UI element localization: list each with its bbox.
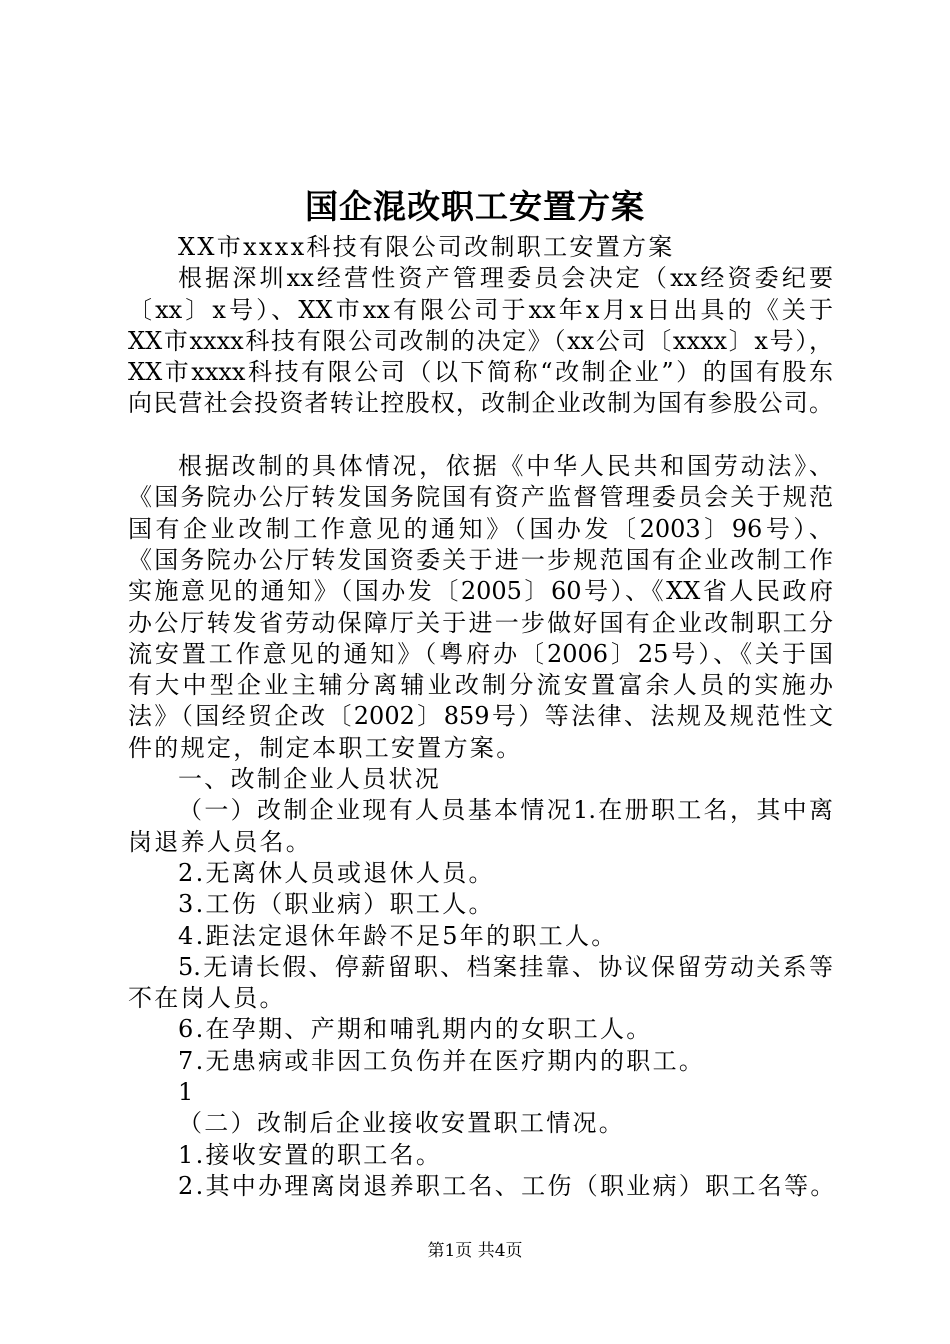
subsection-heading: （二）改制后企业接收安置职工情况。 <box>178 1109 626 1138</box>
body-line: 法》（国经贸企改〔2002〕859号）等法律、法规及规范性文 <box>128 702 833 731</box>
list-item: 6.在孕期、产期和哺乳期内的女职工人。 <box>178 1015 653 1044</box>
paragraph-gap <box>128 420 833 451</box>
body-line: 根据改制的具体情况，依据《中华人民共和国劳动法》、 <box>178 452 833 481</box>
body-line: 根据深圳xx经营性资产管理委员会决定（xx经资委纪要 <box>178 264 833 293</box>
list-item: 7.无患病或非因工负伤并在医疗期内的职工。 <box>178 1046 706 1075</box>
list-item: 1.接收安置的职工名。 <box>178 1140 443 1169</box>
body-line: （一）改制企业现有人员基本情况1.在册职工名，其中离 <box>178 796 833 825</box>
document-body <box>128 232 837 1202</box>
body-line: XX市xxxx科技有限公司改制职工安置方案 <box>178 233 675 261</box>
body-line: 有大中型企业主辅分离辅业改制分流安置富余人员的实施办 <box>128 671 833 700</box>
body-line: 国有企业改制工作意见的通知》（国办发〔2003〕96号）、 <box>128 514 833 543</box>
document-title: 国企混改职工安置方案 <box>305 187 645 226</box>
body-line: XX市xxxx科技有限公司改制的决定》（xx公司〔xxxx〕x号）， <box>128 326 833 355</box>
body-line: 不在岗人员。 <box>128 984 286 1013</box>
list-item: 5.无请长假、停薪留职、档案挂靠、协议保留劳动关系等 <box>178 952 833 981</box>
body-line: 件的规定，制定本职工安置方案。 <box>128 733 523 762</box>
body-line: 实施意见的通知》（国办发〔2005〕60号）、《XX省人民政府 <box>128 577 833 606</box>
page-footer: 第1页 共4页 <box>427 1241 523 1261</box>
body-line: 办公厅转发省劳动保障厅关于进一步做好国有企业改制职工分 <box>128 608 833 637</box>
body-line: XX市xxxx科技有限公司（以下简称“改制企业”）的国有股东 <box>128 358 833 387</box>
list-item: 3.工伤（职业病）职工人。 <box>178 890 495 919</box>
body-line: 〔xx〕x号）、XX市xx有限公司于xx年x月x日出具的《关于 <box>128 295 833 324</box>
body-line: 《国务院办公厅转发国资委关于进一步规范国有企业改制工作 <box>128 545 833 574</box>
section-heading: 一、改制企业人员状况 <box>178 765 441 794</box>
body-line: 向民营社会投资者转让控股权，改制企业改制为国有参股公司。 <box>128 389 833 418</box>
body-line: 《国务院办公厅转发国务院国有资产监督管理委员会关于规范 <box>128 483 833 512</box>
inline-number: 1 <box>178 1078 196 1107</box>
body-line: 岗退养人员名。 <box>128 827 313 856</box>
list-item: 2.无离休人员或退休人员。 <box>178 858 495 887</box>
body-line: 流安置工作意见的通知》（粤府办〔2006〕25号）、《关于国 <box>128 639 833 668</box>
list-item: 4.距法定退休年龄不足5年的职工人。 <box>178 921 618 950</box>
list-item: 2.其中办理离岗退养职工名、工伤（职业病）职工名等。 <box>178 1171 837 1200</box>
